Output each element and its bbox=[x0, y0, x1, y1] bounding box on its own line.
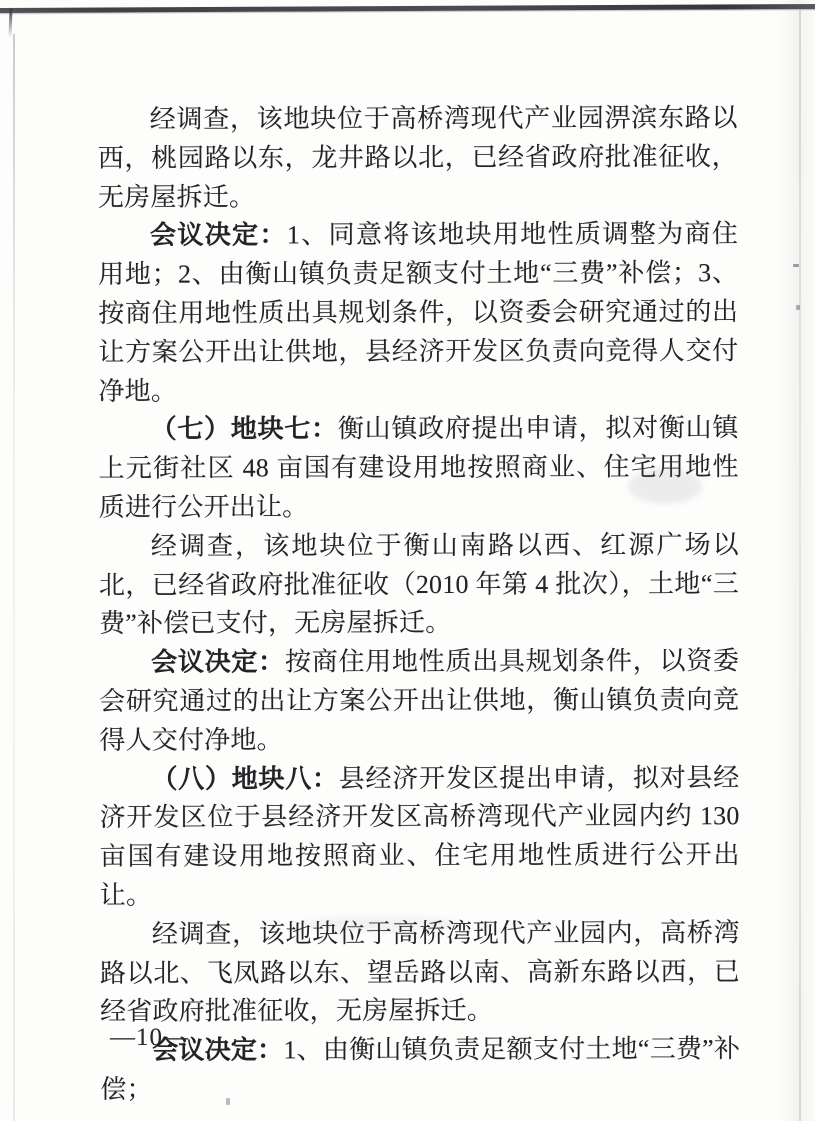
paragraph-lead: 会议决定： bbox=[151, 647, 285, 677]
paragraph-text: 经调查，该地块位于衡山南路以西、红源广场以北，已经省政府批准征收（2010 年第 4 批次），土地“三费”补偿已支付，无房屋拆迁。 bbox=[98, 529, 739, 639]
scan-speck bbox=[796, 305, 800, 310]
paragraph-text: 县经济开发区提出申请，拟对县经济开发区位于县经济开发区高桥湾现代产业园内约 130 亩国有建设用地按照商业、住宅用地性质进行公开出让。 bbox=[99, 762, 740, 910]
paragraph bbox=[100, 1030, 740, 1109]
paragraph-lead: 会议决定： bbox=[152, 1035, 284, 1065]
scan-speck bbox=[226, 1098, 230, 1105]
paragraph-text: 经调查，该地块位于高桥湾现代产业园内，高桥湾路以北、飞凤路以东、望岳路以南、高新东路以西，已经省政府批准征收，无房屋拆迁。 bbox=[99, 917, 740, 1027]
ink-bleed-artifact bbox=[628, 468, 702, 504]
scan-top-edge bbox=[0, 4, 815, 13]
paragraph bbox=[98, 216, 739, 412]
paragraph-text: 1、由衡山镇负责足额支付土地“三费”补偿； bbox=[100, 1034, 741, 1104]
scan-corner-hook bbox=[8, 8, 12, 38]
paragraph-lead: （八）地块八： bbox=[151, 763, 339, 794]
scan-left-crease bbox=[13, 34, 15, 1121]
paragraph bbox=[100, 914, 740, 1032]
paragraph-text: 经调查，该地块位于高桥湾现代产业园淠滨东路以西，桃园路以东，龙井路以北，已经省政府批准征收，无房屋拆迁。 bbox=[97, 103, 738, 212]
paragraph bbox=[99, 642, 739, 760]
paragraph-lead: （七）地块七： bbox=[150, 414, 338, 445]
document-body bbox=[98, 99, 741, 1109]
page-number: —10— bbox=[110, 1024, 189, 1051]
paragraph bbox=[98, 410, 738, 528]
paragraph bbox=[99, 759, 739, 916]
paragraph bbox=[99, 526, 739, 644]
paragraph-text: 衡山镇政府提出申请，拟对衡山镇上元街社区 48 亩国有建设用地按照商业、住宅用地性质进行公开出让。 bbox=[98, 413, 739, 522]
page-right-edge bbox=[799, 10, 801, 1121]
paragraph bbox=[98, 99, 738, 217]
ink-bleed-artifact bbox=[300, 916, 460, 932]
scan-speck bbox=[793, 264, 799, 267]
paragraph-text: 按商住用地性质出具规划条件，以资委会研究通过的出让方案公开出让供地，衡山镇负责向竞得人交付净地。 bbox=[99, 646, 740, 755]
paragraph-lead: 会议决定： bbox=[149, 220, 287, 251]
paragraph-text: 1、同意将该地块用地性质调整为商住用地；2、由衡山镇负责足额支付土地“三费”补偿；3、按商住用地性质出具规划条件，以资委会研究通过的出让方案公开出让供地，县经济开发区负责向竞得人交付净地。 bbox=[98, 219, 739, 406]
